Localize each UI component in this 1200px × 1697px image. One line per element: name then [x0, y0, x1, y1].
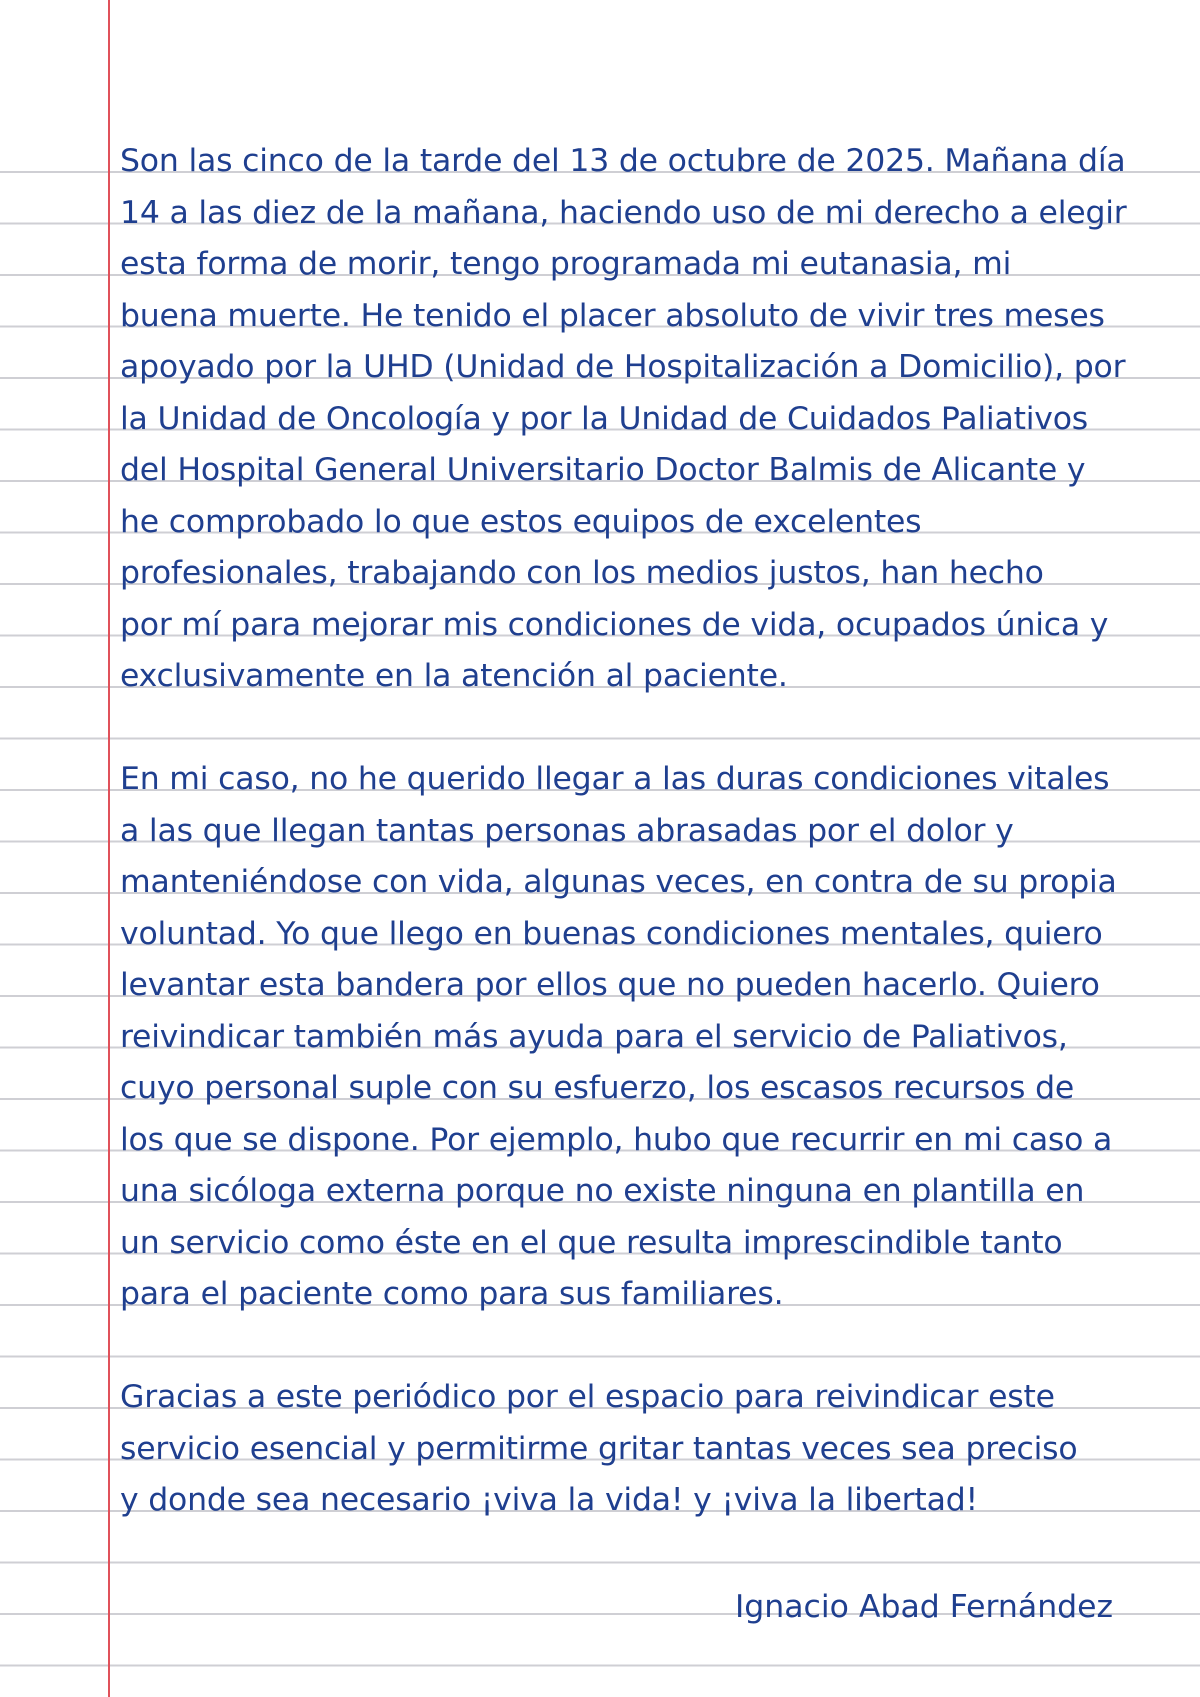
text-line: para el paciente como para sus familiares.	[120, 1276, 784, 1312]
letter-body	[120, 136, 1190, 1578]
text-line: del Hospital General Universitario Doctor Balmis de Alicante y	[120, 452, 1086, 488]
paragraph-3	[120, 1372, 1190, 1527]
paragraph-2	[120, 754, 1190, 1321]
text-line: Son las cinco de la tarde del 13 de octubre de 2025. Mañana día	[120, 143, 1126, 179]
paper-top-margin	[0, 0, 1200, 122]
text-line: 14 a las diez de la mañana, haciendo uso de mi derecho a elegir	[120, 194, 1127, 231]
text-line: los que se dispone. Por ejemplo, hubo que recurrir en mi caso a	[120, 1121, 1113, 1158]
text-line: Gracias a este periódico por el espacio para reivindicar este	[120, 1379, 1055, 1415]
text-line: apoyado por la UHD (Unidad de Hospitalización a Domicilio), por	[120, 349, 1126, 385]
text-line: y donde sea necesario ¡viva la vida! y ¡viva la libertad!	[120, 1482, 978, 1518]
text-line: a las que llegan tantas personas abrasadas por el dolor y	[120, 812, 1014, 849]
text-line: he comprobado lo que estos equipos de excelentes	[120, 503, 922, 540]
text-line: una sicóloga externa porque no existe ninguna en plantilla en	[120, 1173, 1085, 1209]
text-line: En mi caso, no he querido llegar a las duras condiciones vitales	[120, 761, 1110, 797]
text-line: voluntad. Yo que llego en buenas condiciones mentales, quiero	[120, 915, 1103, 952]
text-line: por mí para mejorar mis condiciones de vida, ocupados única y	[120, 606, 1109, 643]
paragraph-1	[120, 136, 1190, 703]
signature: Ignacio Abad Fernández	[735, 1589, 1114, 1625]
text-line: exclusivamente en la atención al paciente.	[120, 658, 788, 694]
text-line: manteniéndose con vida, algunas veces, en contra de su propia	[120, 864, 1117, 900]
text-line: buena muerte. He tenido el placer absoluto de vivir tres meses	[120, 297, 1105, 334]
text-line: profesionales, trabajando con los medios justos, han hecho	[120, 555, 1044, 591]
text-line: la Unidad de Oncología y por la Unidad de Cuidados Paliativos	[120, 400, 1089, 437]
text-line: levantar esta bandera por ellos que no pueden hacerlo. Quiero	[120, 967, 1100, 1003]
text-line: esta forma de morir, tengo programada mi eutanasia, mi	[120, 246, 1012, 282]
red-margin-line	[108, 0, 110, 1697]
text-line: servicio esencial y permitirme gritar tantas veces sea preciso	[120, 1430, 1078, 1467]
text-line: reivindicar también más ayuda para el servicio de Paliativos,	[120, 1018, 1068, 1055]
text-line: cuyo personal suple con su esfuerzo, los escasos recursos de	[120, 1070, 1075, 1106]
text-line: un servicio como éste en el que resulta imprescindible tanto	[120, 1224, 1063, 1261]
